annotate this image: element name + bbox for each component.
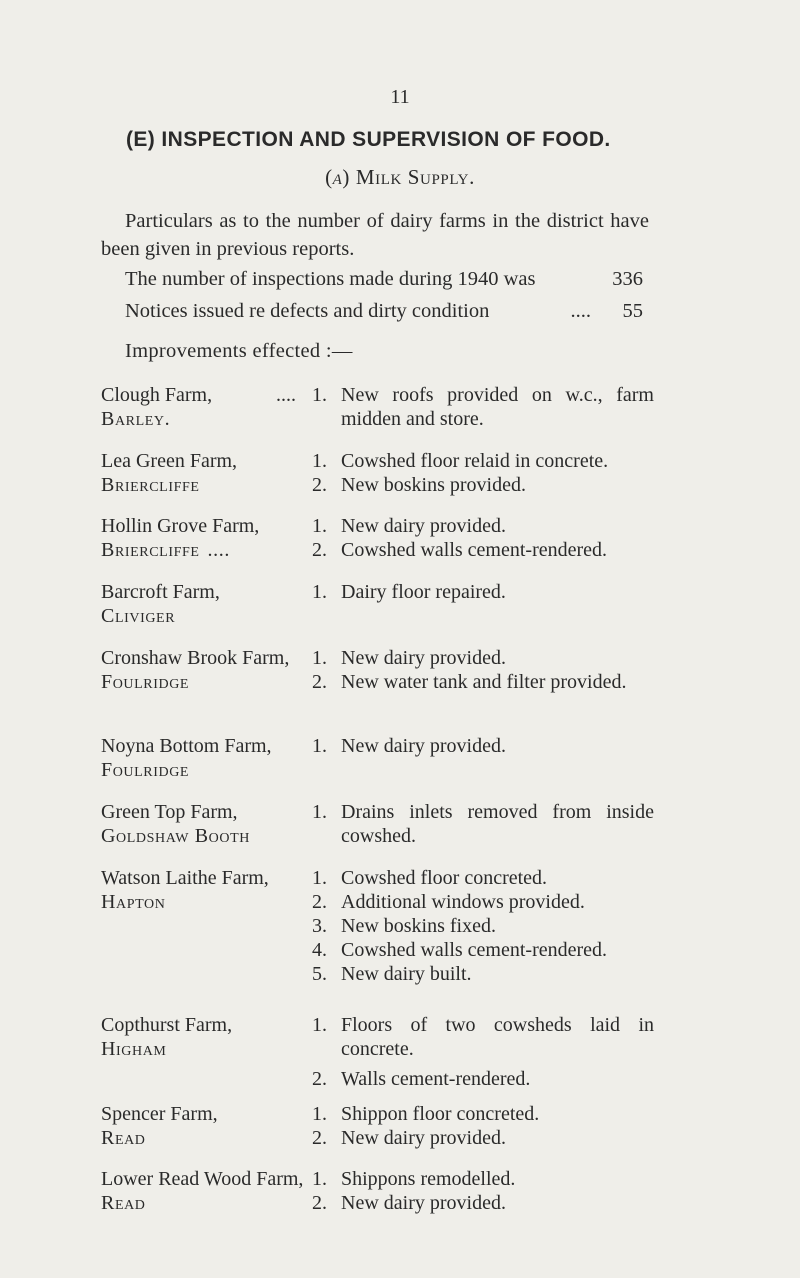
- section-heading: (E) INSPECTION AND SUPERVISION OF FOOD.: [126, 128, 611, 151]
- farm-place: Barley.: [101, 408, 171, 430]
- item-number: 1.: [312, 1168, 327, 1190]
- farm-place: [101, 538, 311, 562]
- farm-place: Briercliffe: [101, 474, 200, 496]
- item-number: 1.: [312, 801, 327, 823]
- item-number: 3.: [312, 915, 327, 937]
- farm-info: [101, 646, 311, 694]
- subheading-title: ) Milk Supply.: [342, 165, 475, 189]
- item-number: 2.: [312, 671, 327, 693]
- stat-row-notices: [125, 300, 653, 323]
- farm-place: Higham: [101, 1038, 167, 1060]
- item-text: Shippon floor concreted.: [341, 1103, 540, 1125]
- improvement-list: [312, 1167, 654, 1215]
- farm-name: Noyna Bottom Farm,: [101, 735, 272, 757]
- improvement-item: [312, 514, 654, 538]
- farm-name: Watson Laithe Farm,: [101, 867, 269, 889]
- improvement-item: [312, 1067, 654, 1091]
- item-number: 1.: [312, 515, 327, 537]
- farm-info: [101, 1102, 311, 1150]
- item-text: Floors of two cowsheds laid in concrete.: [341, 1014, 654, 1060]
- leader-dots: ....: [276, 384, 296, 406]
- farm-place: Foulridge: [101, 671, 190, 693]
- improvement-list: [312, 1102, 654, 1150]
- improvement-item: [312, 1102, 654, 1126]
- item-number: 2.: [312, 1068, 327, 1090]
- subheading-prefix: (: [325, 165, 333, 189]
- improvement-list: [312, 449, 654, 497]
- farm-name: Lea Green Farm,: [101, 450, 238, 472]
- farm-place: Read: [101, 1192, 146, 1214]
- farm-name: Clough Farm,: [101, 384, 213, 406]
- improvement-item: [312, 670, 654, 694]
- farm-name: Spencer Farm,: [101, 1103, 218, 1125]
- improvement-list: [312, 580, 654, 604]
- item-text: Walls cement-rendered.: [341, 1068, 531, 1090]
- item-number: 1.: [312, 450, 327, 472]
- improvement-item: [312, 938, 654, 962]
- improvement-item: [312, 1126, 654, 1150]
- page-number: 11: [390, 86, 410, 108]
- improvement-item: [312, 890, 654, 914]
- item-number: 2.: [312, 1192, 327, 1214]
- farm-info: [101, 800, 311, 848]
- item-number: 2.: [312, 1127, 327, 1149]
- item-text: New roofs provided on w.c., farm midden and store.: [341, 384, 654, 430]
- item-number: 1.: [312, 647, 327, 669]
- stat-label: Notices issued re defects and dirty condition: [125, 300, 490, 322]
- item-text: New boskins fixed.: [341, 915, 496, 937]
- improvement-list: [312, 1013, 654, 1091]
- improvement-item: [312, 866, 654, 890]
- farm-info: [101, 734, 311, 782]
- item-text: Cowshed floor concreted.: [341, 867, 548, 889]
- farm-place: Goldshaw Booth: [101, 825, 250, 847]
- item-number: 1.: [312, 1014, 327, 1036]
- improvement-list: [312, 514, 654, 562]
- item-number: 2.: [312, 474, 327, 496]
- item-text: New dairy built.: [341, 963, 472, 985]
- improvement-item: [312, 580, 654, 604]
- farm-info: [101, 1167, 311, 1215]
- item-text: Drains inlets removed from inside cowshed.: [341, 801, 654, 847]
- item-number: 2.: [312, 891, 327, 913]
- farm-place: Cliviger: [101, 605, 176, 627]
- improvement-item: [312, 449, 654, 473]
- stat-row-inspections: [125, 268, 653, 291]
- improvement-item: [312, 383, 654, 431]
- item-text: New dairy provided.: [341, 1127, 506, 1149]
- improvement-list: [312, 734, 654, 758]
- farm-info: [101, 514, 311, 562]
- item-number: 1.: [312, 735, 327, 757]
- item-text: New dairy provided.: [341, 515, 506, 537]
- intro-text: Particulars as to the number of dairy farms in the district have been given in previous reports.: [101, 210, 649, 260]
- item-number: 4.: [312, 939, 327, 961]
- item-text: Dairy floor repaired.: [341, 581, 506, 603]
- improvement-list: [312, 800, 654, 848]
- improvement-item: [312, 800, 654, 848]
- improvement-list: [312, 383, 654, 431]
- farm-name: Barcroft Farm,: [101, 581, 220, 603]
- subheading: [0, 165, 800, 190]
- improvement-item: [312, 734, 654, 758]
- farm-place: Foulridge: [101, 759, 190, 781]
- item-text: Cowshed walls cement-rendered.: [341, 539, 608, 561]
- item-number: 1.: [312, 581, 327, 603]
- stat-dots: ....: [570, 300, 591, 322]
- improvement-item: [312, 962, 654, 986]
- farm-info: [101, 866, 311, 914]
- improvement-item: [312, 1167, 654, 1191]
- farm-place: Read: [101, 1127, 146, 1149]
- item-text: Cowshed walls cement-rendered.: [341, 939, 608, 961]
- item-text: Additional windows provided.: [341, 891, 585, 913]
- farm-info: [101, 1013, 311, 1061]
- intro-paragraph: [101, 207, 649, 263]
- farm-name: Copthurst Farm,: [101, 1014, 233, 1036]
- item-text: Shippons remodelled.: [341, 1168, 516, 1190]
- item-text: New water tank and filter provided.: [341, 671, 627, 693]
- stat-value: 55: [622, 300, 643, 322]
- item-number: 1.: [312, 384, 327, 406]
- improvement-item: [312, 1013, 654, 1061]
- stat-label: The number of inspections made during 1940 was: [125, 268, 536, 290]
- leader-dots: ....: [207, 539, 230, 561]
- item-number: 1.: [312, 867, 327, 889]
- improvements-heading: Improvements effected :—: [125, 340, 353, 362]
- item-text: New dairy provided.: [341, 647, 506, 669]
- item-number: 1.: [312, 1103, 327, 1125]
- improvement-item: [312, 473, 654, 497]
- subheading-letter: a: [332, 165, 343, 189]
- farm-place: Hapton: [101, 891, 166, 913]
- farm-name: Cronshaw Brook Farm,: [101, 647, 290, 669]
- farm-name: Lower Read Wood Farm,: [101, 1168, 304, 1190]
- item-text: New dairy provided.: [341, 1192, 506, 1214]
- item-text: Cowshed floor relaid in concrete.: [341, 450, 609, 472]
- farm-info: [101, 449, 311, 497]
- item-text: New dairy provided.: [341, 735, 506, 757]
- improvement-item: [312, 646, 654, 670]
- item-number: 2.: [312, 539, 327, 561]
- improvement-list: [312, 646, 654, 694]
- improvement-item: [312, 538, 654, 562]
- farm-name: Hollin Grove Farm,: [101, 515, 260, 537]
- farm-place-name: Briercliffe: [101, 539, 200, 561]
- stat-value: 336: [612, 268, 643, 290]
- item-text: New boskins provided.: [341, 474, 526, 496]
- improvement-item: [312, 1191, 654, 1215]
- farm-info: [101, 580, 311, 628]
- farm-name: Green Top Farm,: [101, 801, 238, 823]
- improvement-list: [312, 866, 654, 986]
- item-number: 5.: [312, 963, 327, 985]
- improvement-item: [312, 914, 654, 938]
